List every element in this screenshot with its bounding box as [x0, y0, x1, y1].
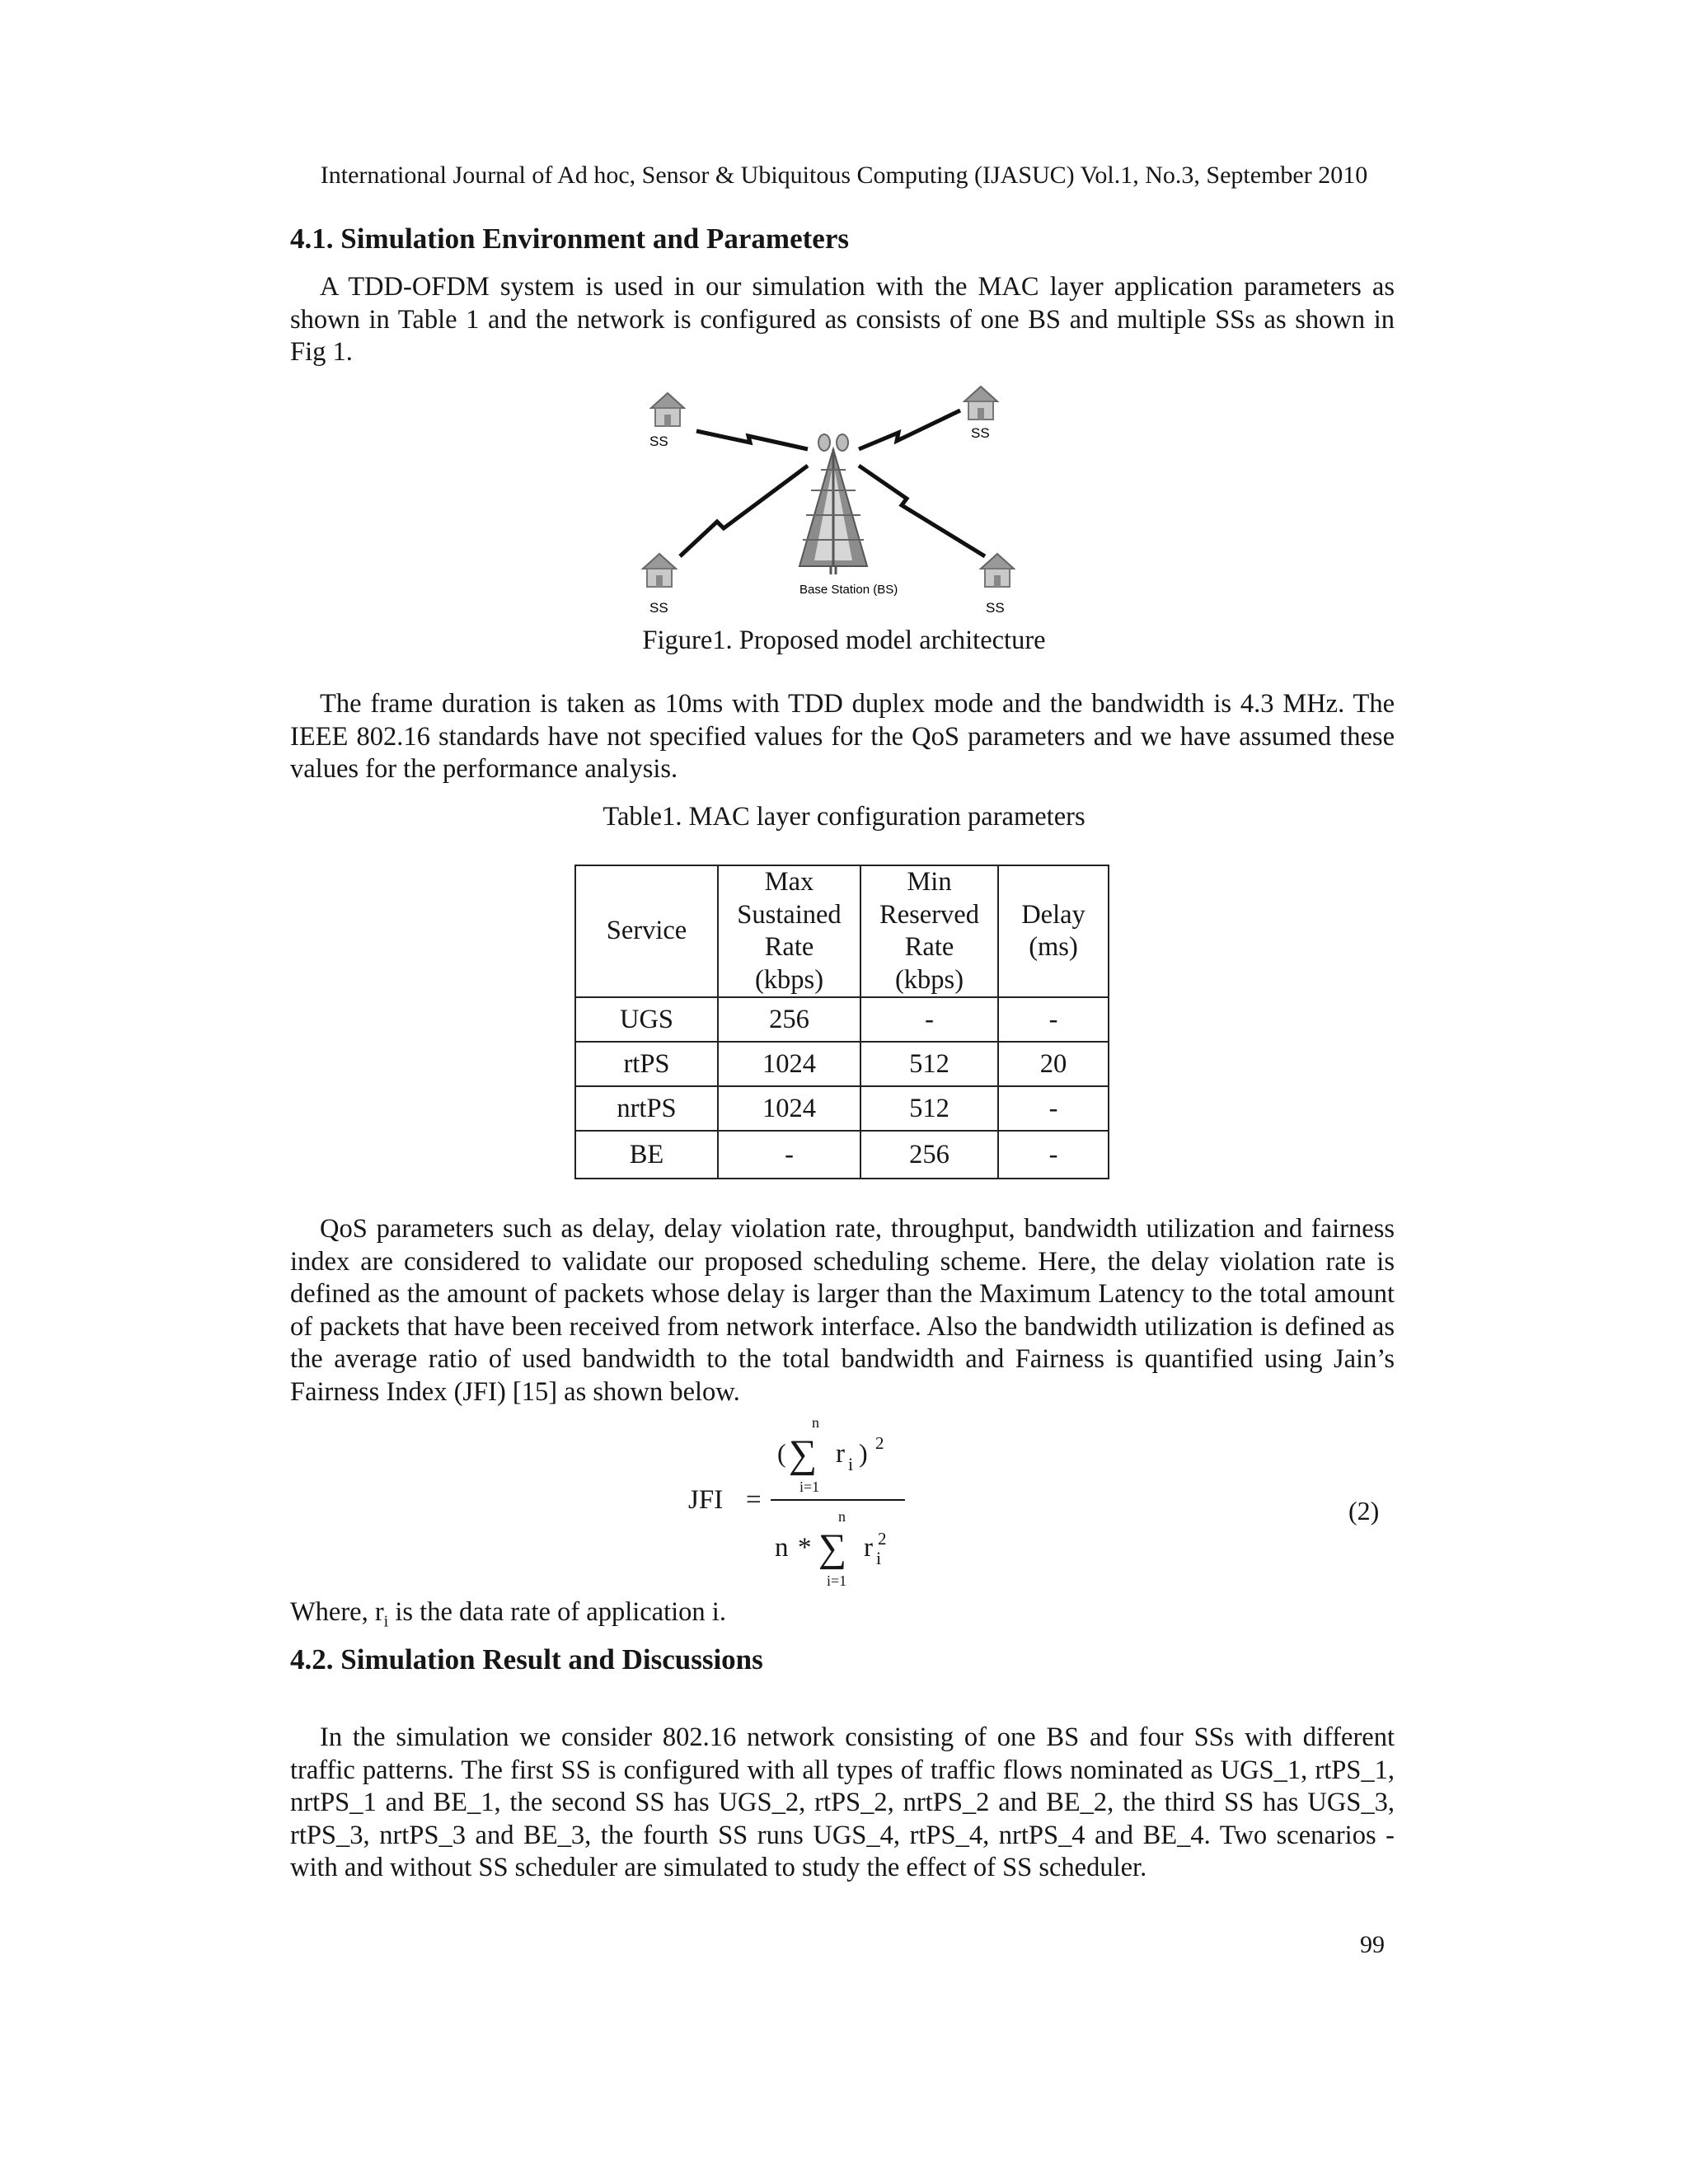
table-cell: 20: [998, 1042, 1109, 1086]
link-top-left: [696, 431, 808, 449]
header-service: Service: [575, 865, 718, 997]
label-ss-bottom-right: SS: [986, 600, 1005, 616]
section-heading-4-2: 4.2. Simulation Result and Discussions: [290, 1643, 763, 1675]
table-cell: -: [860, 997, 998, 1042]
table-row: [575, 1086, 1109, 1131]
eq-num-close: ): [859, 1438, 868, 1468]
table-cell: 512: [860, 1042, 998, 1086]
house-icon-top-right: [964, 387, 997, 419]
equation-where-text: [290, 1597, 726, 1632]
eq-num-power: 2: [875, 1433, 884, 1453]
figure-caption: Figure1. Proposed model architecture: [642, 626, 1046, 655]
eq-num-var: r: [836, 1439, 845, 1469]
link-top-right: [859, 410, 960, 449]
running-header: International Journal of Ad hoc, Sensor & Ubiquitous Computing (IJASUC) Vol.1, No.3, September 2010: [320, 162, 1368, 189]
table-cell: 512: [860, 1086, 998, 1131]
paragraph-frame-duration: The frame duration is taken as 10ms with TDD duplex mode and the bandwidth is 4.3 MHz. The IEEE 802.16 standards have not specified values for the QoS parameters and we have assumed these values for the performance analysis.: [290, 689, 1395, 784]
table-cell: -: [718, 1131, 860, 1179]
paragraph-intro: A TDD-OFDM system is used in our simulation with the MAC layer application parameters as shown in Table 1 and the network is configured as consists of one BS and multiple SSs as shown in Fig 1.: [290, 272, 1395, 367]
table-cell: BE: [575, 1131, 718, 1179]
eq-lhs: JFI: [688, 1485, 724, 1515]
paragraph-qos-parameters: QoS parameters such as delay, delay violation rate, throughput, bandwidth utilization and fairness index are considered to validate our proposed scheduling scheme. Here, the delay violation rate is defined as the amount of packets whose delay is larger than the Maximum Latency to the total amount of packets that have been received from network interface. Also the bandwidth utilization is defined as the average ratio of used bandwidth to the total bandwidth and Fairness is quantified using Jain’s Fairness Index (JFI) [15] as shown below.: [290, 1214, 1395, 1407]
eq-den-star: *: [798, 1533, 812, 1563]
table-caption: Table1. MAC layer configuration parameters: [603, 802, 1085, 832]
eq-den-sigma: ∑: [818, 1526, 847, 1570]
eq-den-sub: i: [876, 1548, 882, 1568]
label-ss-top-right: SS: [971, 425, 990, 441]
table-cell: UGS: [575, 997, 718, 1042]
where-subscript: i: [383, 1612, 389, 1631]
where-prefix: Where, r: [290, 1597, 384, 1627]
link-bottom-left: [680, 466, 808, 556]
house-icon-bottom-right: [981, 554, 1014, 587]
page-number: 99: [1360, 1931, 1385, 1958]
eq-den-var: r: [864, 1533, 873, 1563]
house-icon-bottom-left: [643, 554, 676, 587]
table-cell: rtPS: [575, 1042, 718, 1086]
table-header-row: [575, 865, 1109, 997]
eq-den-n: n: [775, 1533, 789, 1563]
table-cell: 1024: [718, 1042, 860, 1086]
link-bottom-right: [859, 466, 985, 556]
table-cell: 256: [860, 1131, 998, 1179]
table-cell: nrtPS: [575, 1086, 718, 1131]
paragraph-simulation-results: In the simulation we consider 802.16 network consisting of one BS and four SSs with different traffic patterns. The first SS is configured with all types of traffic flows nominated as UGS_1, rtPS_1, nrtPS_1 and BE_1, the second SS has UGS_2, rtPS_2, nrtPS_2 and BE_2, the third SS has UGS_3, rtPS_3, nrtPS_3 and BE_3, the fourth SS runs UGS_4, rtPS_4, nrtPS_4 and BE_4. Two scenarios - with and without SS scheduler are simulated to study the effect of SS scheduler.: [290, 1722, 1395, 1882]
eq-den-power: 2: [878, 1529, 887, 1549]
label-base-station: Base Station (BS): [799, 583, 898, 597]
house-icon-top-left: [651, 393, 684, 426]
equation-number: (2): [1348, 1496, 1380, 1526]
table-cell: 1024: [718, 1086, 860, 1131]
label-ss-top-left: SS: [649, 434, 668, 449]
header-min-rate: Min Reserved Rate (kbps): [860, 865, 998, 997]
eq-num-sub: i: [848, 1454, 854, 1474]
eq-den-upper: n: [838, 1508, 846, 1525]
eq-num-sigma: ∑: [789, 1432, 818, 1476]
table-row: [575, 1042, 1109, 1086]
table-cell: -: [998, 1131, 1109, 1179]
network-architecture-figure: [635, 383, 1030, 618]
table-cell: -: [998, 997, 1109, 1042]
table-cell: -: [998, 1086, 1109, 1131]
eq-den-lower: i=1: [827, 1572, 847, 1589]
base-station-tower-icon: [799, 434, 867, 574]
eq-equals: =: [746, 1485, 762, 1515]
table-row: [575, 997, 1109, 1042]
eq-num-upper: n: [812, 1414, 819, 1431]
header-max-rate: Max Sustained Rate (kbps): [718, 865, 860, 997]
table-cell: 256: [718, 997, 860, 1042]
mac-parameters-table: [574, 865, 1109, 1179]
header-delay: Delay (ms): [998, 865, 1109, 997]
jfi-equation: [676, 1411, 923, 1601]
eq-num-open: (: [777, 1438, 786, 1468]
where-suffix: is the data rate of application i.: [388, 1597, 726, 1627]
section-heading-4-1: 4.1. Simulation Environment and Parameters: [290, 223, 849, 255]
label-ss-bottom-left: SS: [649, 600, 668, 616]
table-row: [575, 1131, 1109, 1179]
eq-num-lower: i=1: [799, 1479, 820, 1495]
